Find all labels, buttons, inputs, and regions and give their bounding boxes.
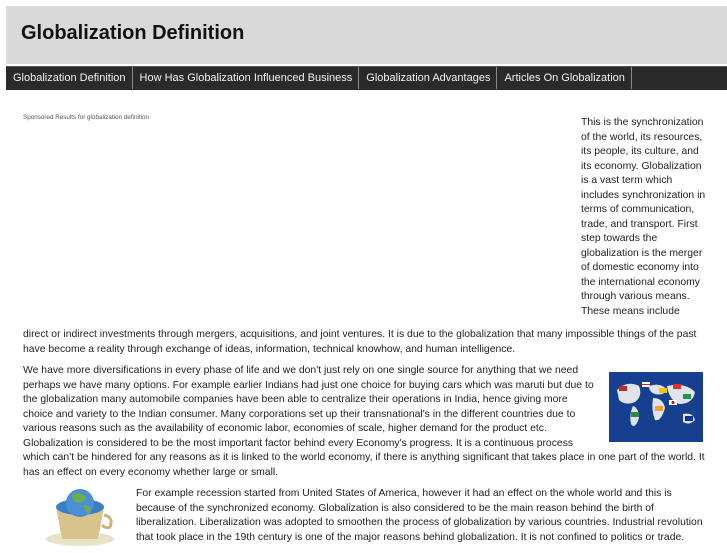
world-map-icon: [609, 372, 703, 442]
nav-item-globalization-definition[interactable]: Globalization Definition: [6, 67, 133, 89]
globe-cup-icon: [40, 487, 120, 547]
sponsored-label: Sponsored Results for globalization definition: [23, 114, 150, 121]
nav-item-articles-on-globalization[interactable]: Articles On Globalization: [497, 67, 631, 89]
main-content: [23, 106, 711, 552]
world-flags-map-image: [609, 372, 703, 442]
site-header: [6, 6, 727, 64]
paragraph-intro: [23, 106, 711, 357]
diversification-text: We have more diversifications in every phase of life and we don't just rely on one single source for anything that we need perhaps we have many options. For example earlier Indians had just one choice for buying cars which was maruti but due to the globalization many automobile companies have been able to centralize their operations in India, hence giving more choice and variety to the Indian consumer. Many corporations set up their transnational's in the different countries due to various reasons such as the availability of economic labor, economies of scale, higher demand for the product etc. Globalization is considered to be the most important factor behind every Economy's progress. It is a continuous process which can't be hindered for any reasons as it is linked to the world economy, if there is anything significant that takes place in one part of the world. It has an effect on every economy whether large or small.: [23, 365, 705, 478]
intro-side-text: This is the synchronization of the world, its resources, its people, its culture, and its economy. Globalization is a vast term which includes synchronization in terms of communication, trade, and transport. First step towards the globalization is the merger of domestic economy into the international economy through various means. These means include: [581, 117, 706, 317]
recession-text: For example recession started from United States of America, however it had an effect on the whole world and this is because of the synchronized economy. Globalization is also considered to be the main reason behind the birth of liberalization. Liberalization was adopted to smoothen the process of globalization by various countries. Industrial revolution that took place in the 19th century is one of the major reasons behind globalization. It is not confined to politics or trade.: [136, 488, 703, 543]
site-title[interactable]: Globalization Definition: [21, 22, 245, 44]
paragraph-recession: [23, 487, 711, 545]
intro-rest-text: direct or indirect investments through mergers, acquisitions, and joint ventures. It is due to the globalization that many impossible things of the past have become a reality through exchange of ideas, information, technical knowhow, and human intelligence.: [23, 329, 697, 355]
paragraph-diversification: [23, 364, 711, 480]
main-nav: [6, 66, 727, 90]
nav-item-globalization-advantages[interactable]: Globalization Advantages: [359, 67, 497, 89]
nav-item-how-globalization-influenced-business[interactable]: How Has Globalization Influenced Business: [133, 67, 360, 89]
globe-cup-image: [40, 487, 120, 547]
